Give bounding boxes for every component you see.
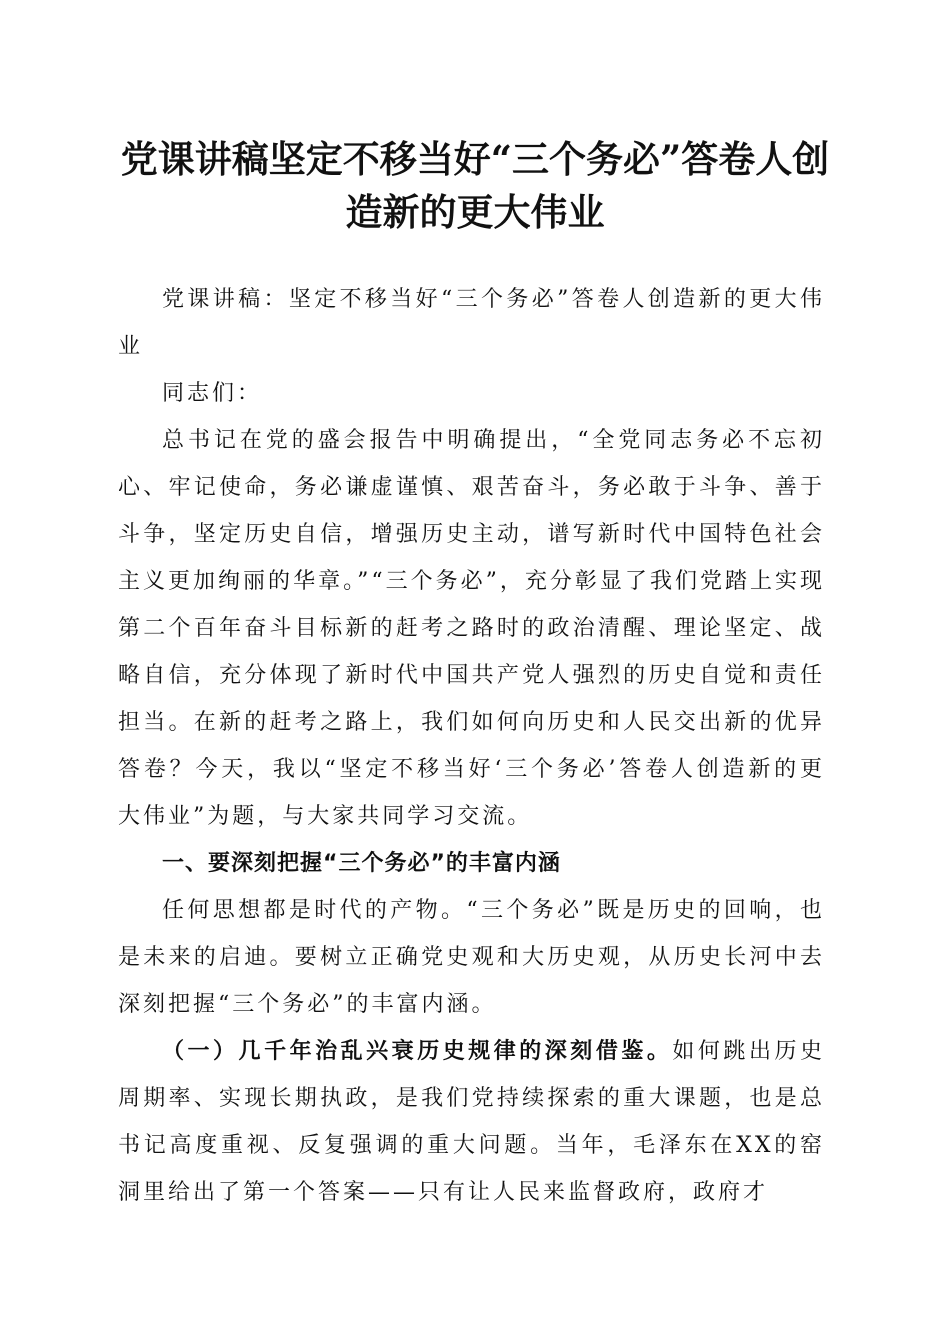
intro-paragraph: 总书记在党的盛会报告中明确提出，“全党同志务必不忘初心、牢记使命，务必谦虚谨慎、艰苦奋斗，务必敢于斗争、善于斗争，坚定历史自信，增强历史主动，谱写新时代中国特色社会主义更加绚丽的华章。”“三个务必”，充分彰显了我们党踏上实现第二个百年奋斗目标新的赶考之路时的政治清醒、理论坚定、战略自信，充分体现了新时代中国共产党人强烈的历史自觉和责任担当。在新的赶考之路上，我们如何向历史和人民交出新的优异答卷？今天，我以“坚定不移当好‘三个务必’答卷人创造新的更大伟业”为题，与大家共同学习交流。 xyxy=(118,428,825,829)
subsection-1-text: 如何跳出历史周期率、实现长期执政，是我们党持续探索的重大课题，也是总书记高度重视、反复强调的重大问题。当年，毛泽东在XX的窑洞里给出了第一个答案——只有让人民来监督政府，政府才 xyxy=(118,1039,825,1205)
document-body xyxy=(118,276,825,1216)
subtitle-paragraph: 党课讲稿：坚定不移当好“三个务必”答卷人创造新的更大伟业 xyxy=(118,287,825,359)
section-1-intro-paragraph: 任何思想都是时代的产物。“三个务必”既是历史的回响，也是未来的启迪。要树立正确党史观和大历史观，从历史长河中去深刻把握“三个务必”的丰富内涵。 xyxy=(118,898,825,1017)
document-title: 党课讲稿坚定不移当好“三个务必”答卷人创造新的更大伟业 xyxy=(120,137,830,234)
section-heading-1: 一、要深刻把握“三个务必”的丰富内涵 xyxy=(162,851,561,876)
subsection-1-lead: （一）几千年治乱兴衰历史规律的深刻借鉴。 xyxy=(162,1039,673,1064)
greeting-paragraph: 同志们： xyxy=(162,381,263,406)
subsection-1-paragraph xyxy=(118,1028,825,1216)
